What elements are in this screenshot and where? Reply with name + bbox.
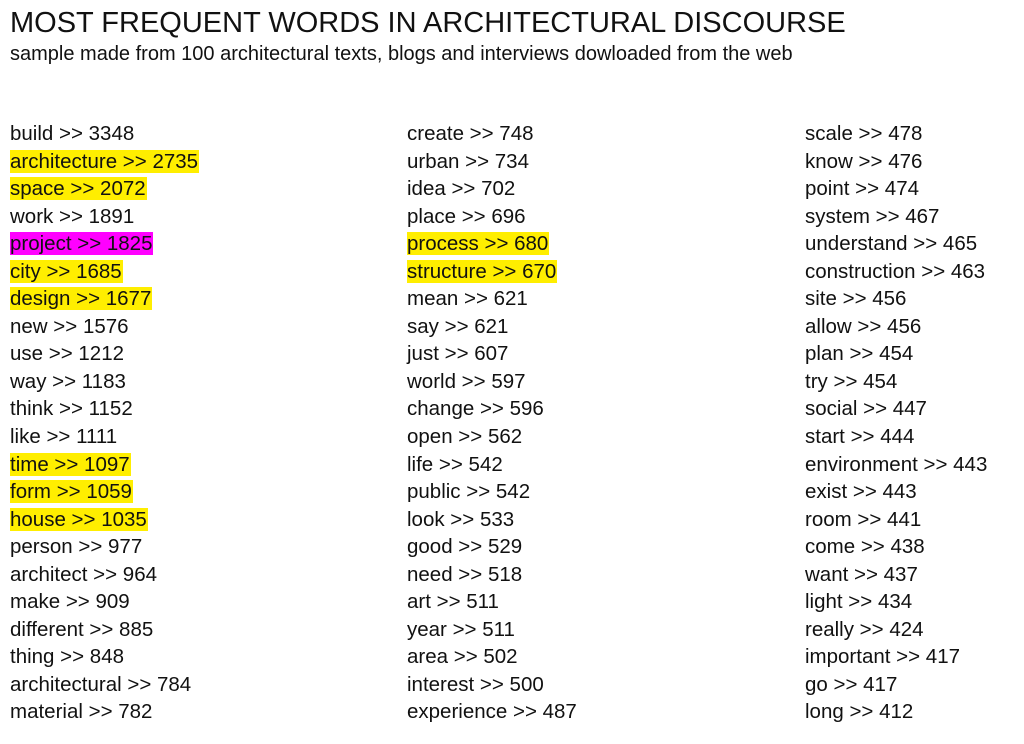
word-entry (10, 148, 199, 176)
word-entry-text: look >> 533 (407, 507, 515, 531)
word-column-3 (805, 120, 987, 726)
word-entry-text: change >> 596 (407, 397, 544, 421)
word-entry-text: understand >> 465 (805, 232, 978, 256)
word-entry-text: scale >> 478 (805, 122, 923, 145)
word-entry-text: important >> 417 (805, 645, 960, 669)
word-entry-text: public >> 542 (407, 480, 531, 504)
word-entry (407, 698, 577, 726)
word-entry-text: time >> 1097 (10, 452, 130, 476)
word-entry-text: start >> 444 (805, 425, 915, 449)
word-entry-text: person >> 977 (10, 535, 143, 559)
word-entry (407, 175, 577, 203)
word-entry-text: design >> 1677 (10, 287, 152, 311)
word-entry-text: architect >> 964 (10, 562, 158, 586)
word-entry (407, 148, 577, 176)
word-entry (805, 533, 987, 561)
word-entry (10, 451, 199, 479)
word-entry (805, 588, 987, 616)
word-entry-text: construction >> 463 (805, 259, 986, 283)
word-entry-text: structure >> 670 (407, 259, 557, 283)
word-entry (10, 313, 199, 341)
word-entry (407, 340, 577, 368)
word-entry-text: site >> 456 (805, 287, 907, 311)
word-entry (10, 506, 199, 534)
word-entry-text: open >> 562 (407, 425, 523, 449)
word-entry-text: create >> 748 (407, 122, 534, 145)
word-entry-text: make >> 909 (10, 590, 130, 614)
word-entry-text: use >> 1212 (10, 342, 124, 366)
word-entry (10, 533, 199, 561)
word-entry (10, 643, 199, 671)
word-entry-text: life >> 542 (407, 452, 503, 476)
word-entry (805, 671, 987, 699)
word-entry-text: system >> 467 (805, 204, 940, 228)
word-entry (10, 340, 199, 368)
word-entry (407, 561, 577, 589)
word-entry-text: mean >> 621 (407, 287, 528, 311)
word-entry (805, 340, 987, 368)
word-entry-text: go >> 417 (805, 672, 898, 696)
word-entry-text: want >> 437 (805, 562, 918, 586)
word-entry (805, 395, 987, 423)
word-entry-text: different >> 885 (10, 617, 154, 641)
word-entry (10, 120, 199, 148)
word-entry (805, 506, 987, 534)
word-entry (805, 423, 987, 451)
word-entry-text: try >> 454 (805, 369, 898, 393)
word-entry-text: art >> 511 (407, 590, 499, 614)
word-entry (407, 203, 577, 231)
word-entry (805, 643, 987, 671)
word-entry (805, 561, 987, 589)
word-entry-text: way >> 1183 (10, 369, 126, 393)
word-entry-text: exist >> 443 (805, 480, 917, 504)
word-entry (10, 258, 199, 286)
word-entry-text: light >> 434 (805, 590, 913, 614)
word-entry (407, 368, 577, 396)
word-entry-text: build >> 3348 (10, 122, 135, 145)
word-entry-text: social >> 447 (805, 397, 927, 421)
page-title: MOST FREQUENT WORDS IN ARCHITECTURAL DISCOURSE (10, 7, 846, 39)
word-entry (805, 120, 987, 148)
word-column-1 (10, 120, 199, 726)
word-entry-text: come >> 438 (805, 535, 925, 559)
word-entry (407, 533, 577, 561)
word-entry (407, 478, 577, 506)
word-entry-text: form >> 1059 (10, 480, 132, 504)
word-entry (407, 643, 577, 671)
word-entry-text: point >> 474 (805, 177, 919, 201)
word-entry (407, 313, 577, 341)
word-entry (805, 451, 987, 479)
word-entry (805, 175, 987, 203)
word-entry (10, 175, 199, 203)
word-entry-text: architectural >> 784 (10, 672, 192, 696)
word-entry-text: like >> 1111 (10, 425, 118, 449)
word-entry (805, 285, 987, 313)
word-entry-text: room >> 441 (805, 507, 922, 531)
word-entry-text: city >> 1685 (10, 259, 122, 283)
word-entry (407, 258, 577, 286)
word-entry (10, 368, 199, 396)
word-entry (407, 588, 577, 616)
word-entry (407, 423, 577, 451)
page-subtitle: sample made from 100 architectural texts, blogs and interviews dowloaded from the web (10, 43, 793, 65)
word-entry (805, 616, 987, 644)
word-entry (10, 561, 199, 589)
word-entry-text: just >> 607 (407, 342, 509, 366)
word-entry (407, 285, 577, 313)
word-entry-text: project >> 1825 (10, 232, 153, 256)
word-entry-text: plan >> 454 (805, 342, 914, 366)
word-entry (805, 313, 987, 341)
word-entry-text: new >> 1576 (10, 314, 129, 338)
word-entry (10, 203, 199, 231)
word-entry (10, 230, 199, 258)
word-entry-text: thing >> 848 (10, 645, 124, 669)
word-entry-text: year >> 511 (407, 617, 515, 641)
word-entry-text: urban >> 734 (407, 149, 529, 173)
word-entry (10, 698, 199, 726)
word-entry-text: long >> 412 (805, 700, 914, 724)
word-entry (10, 423, 199, 451)
word-entry (10, 478, 199, 506)
word-entry (10, 285, 199, 313)
word-column-2 (407, 120, 577, 726)
word-entry (10, 671, 199, 699)
word-entry-text: work >> 1891 (10, 204, 135, 228)
word-entry (805, 148, 987, 176)
word-entry (805, 230, 987, 258)
word-entry-text: process >> 680 (407, 232, 549, 256)
word-entry (407, 671, 577, 699)
word-entry-text: think >> 1152 (10, 397, 133, 421)
word-entry (10, 616, 199, 644)
word-entry-text: experience >> 487 (407, 700, 577, 724)
word-entry (805, 698, 987, 726)
word-entry-text: good >> 529 (407, 535, 523, 559)
word-entry-text: space >> 2072 (10, 177, 146, 201)
word-entry-text: house >> 1035 (10, 507, 147, 531)
word-entry (805, 258, 987, 286)
word-entry (407, 120, 577, 148)
word-entry-text: need >> 518 (407, 562, 523, 586)
word-entry-text: really >> 424 (805, 617, 924, 641)
word-entry (407, 230, 577, 258)
word-entry-text: world >> 597 (407, 369, 526, 393)
word-entry (407, 616, 577, 644)
word-entry (407, 451, 577, 479)
word-entry (10, 588, 199, 616)
word-entry-text: interest >> 500 (407, 672, 544, 696)
word-entry-text: material >> 782 (10, 700, 153, 724)
word-entry-text: environment >> 443 (805, 452, 988, 476)
word-entry (805, 203, 987, 231)
word-entry-text: place >> 696 (407, 204, 526, 228)
word-entry-text: idea >> 702 (407, 177, 516, 201)
word-entry-text: allow >> 456 (805, 314, 922, 338)
word-entry (407, 395, 577, 423)
word-entry (407, 506, 577, 534)
word-entry (10, 395, 199, 423)
word-entry (805, 478, 987, 506)
word-entry-text: area >> 502 (407, 645, 518, 669)
word-entry-text: architecture >> 2735 (10, 149, 199, 173)
word-entry-text: say >> 621 (407, 314, 509, 338)
word-entry (805, 368, 987, 396)
word-entry-text: know >> 476 (805, 149, 923, 173)
